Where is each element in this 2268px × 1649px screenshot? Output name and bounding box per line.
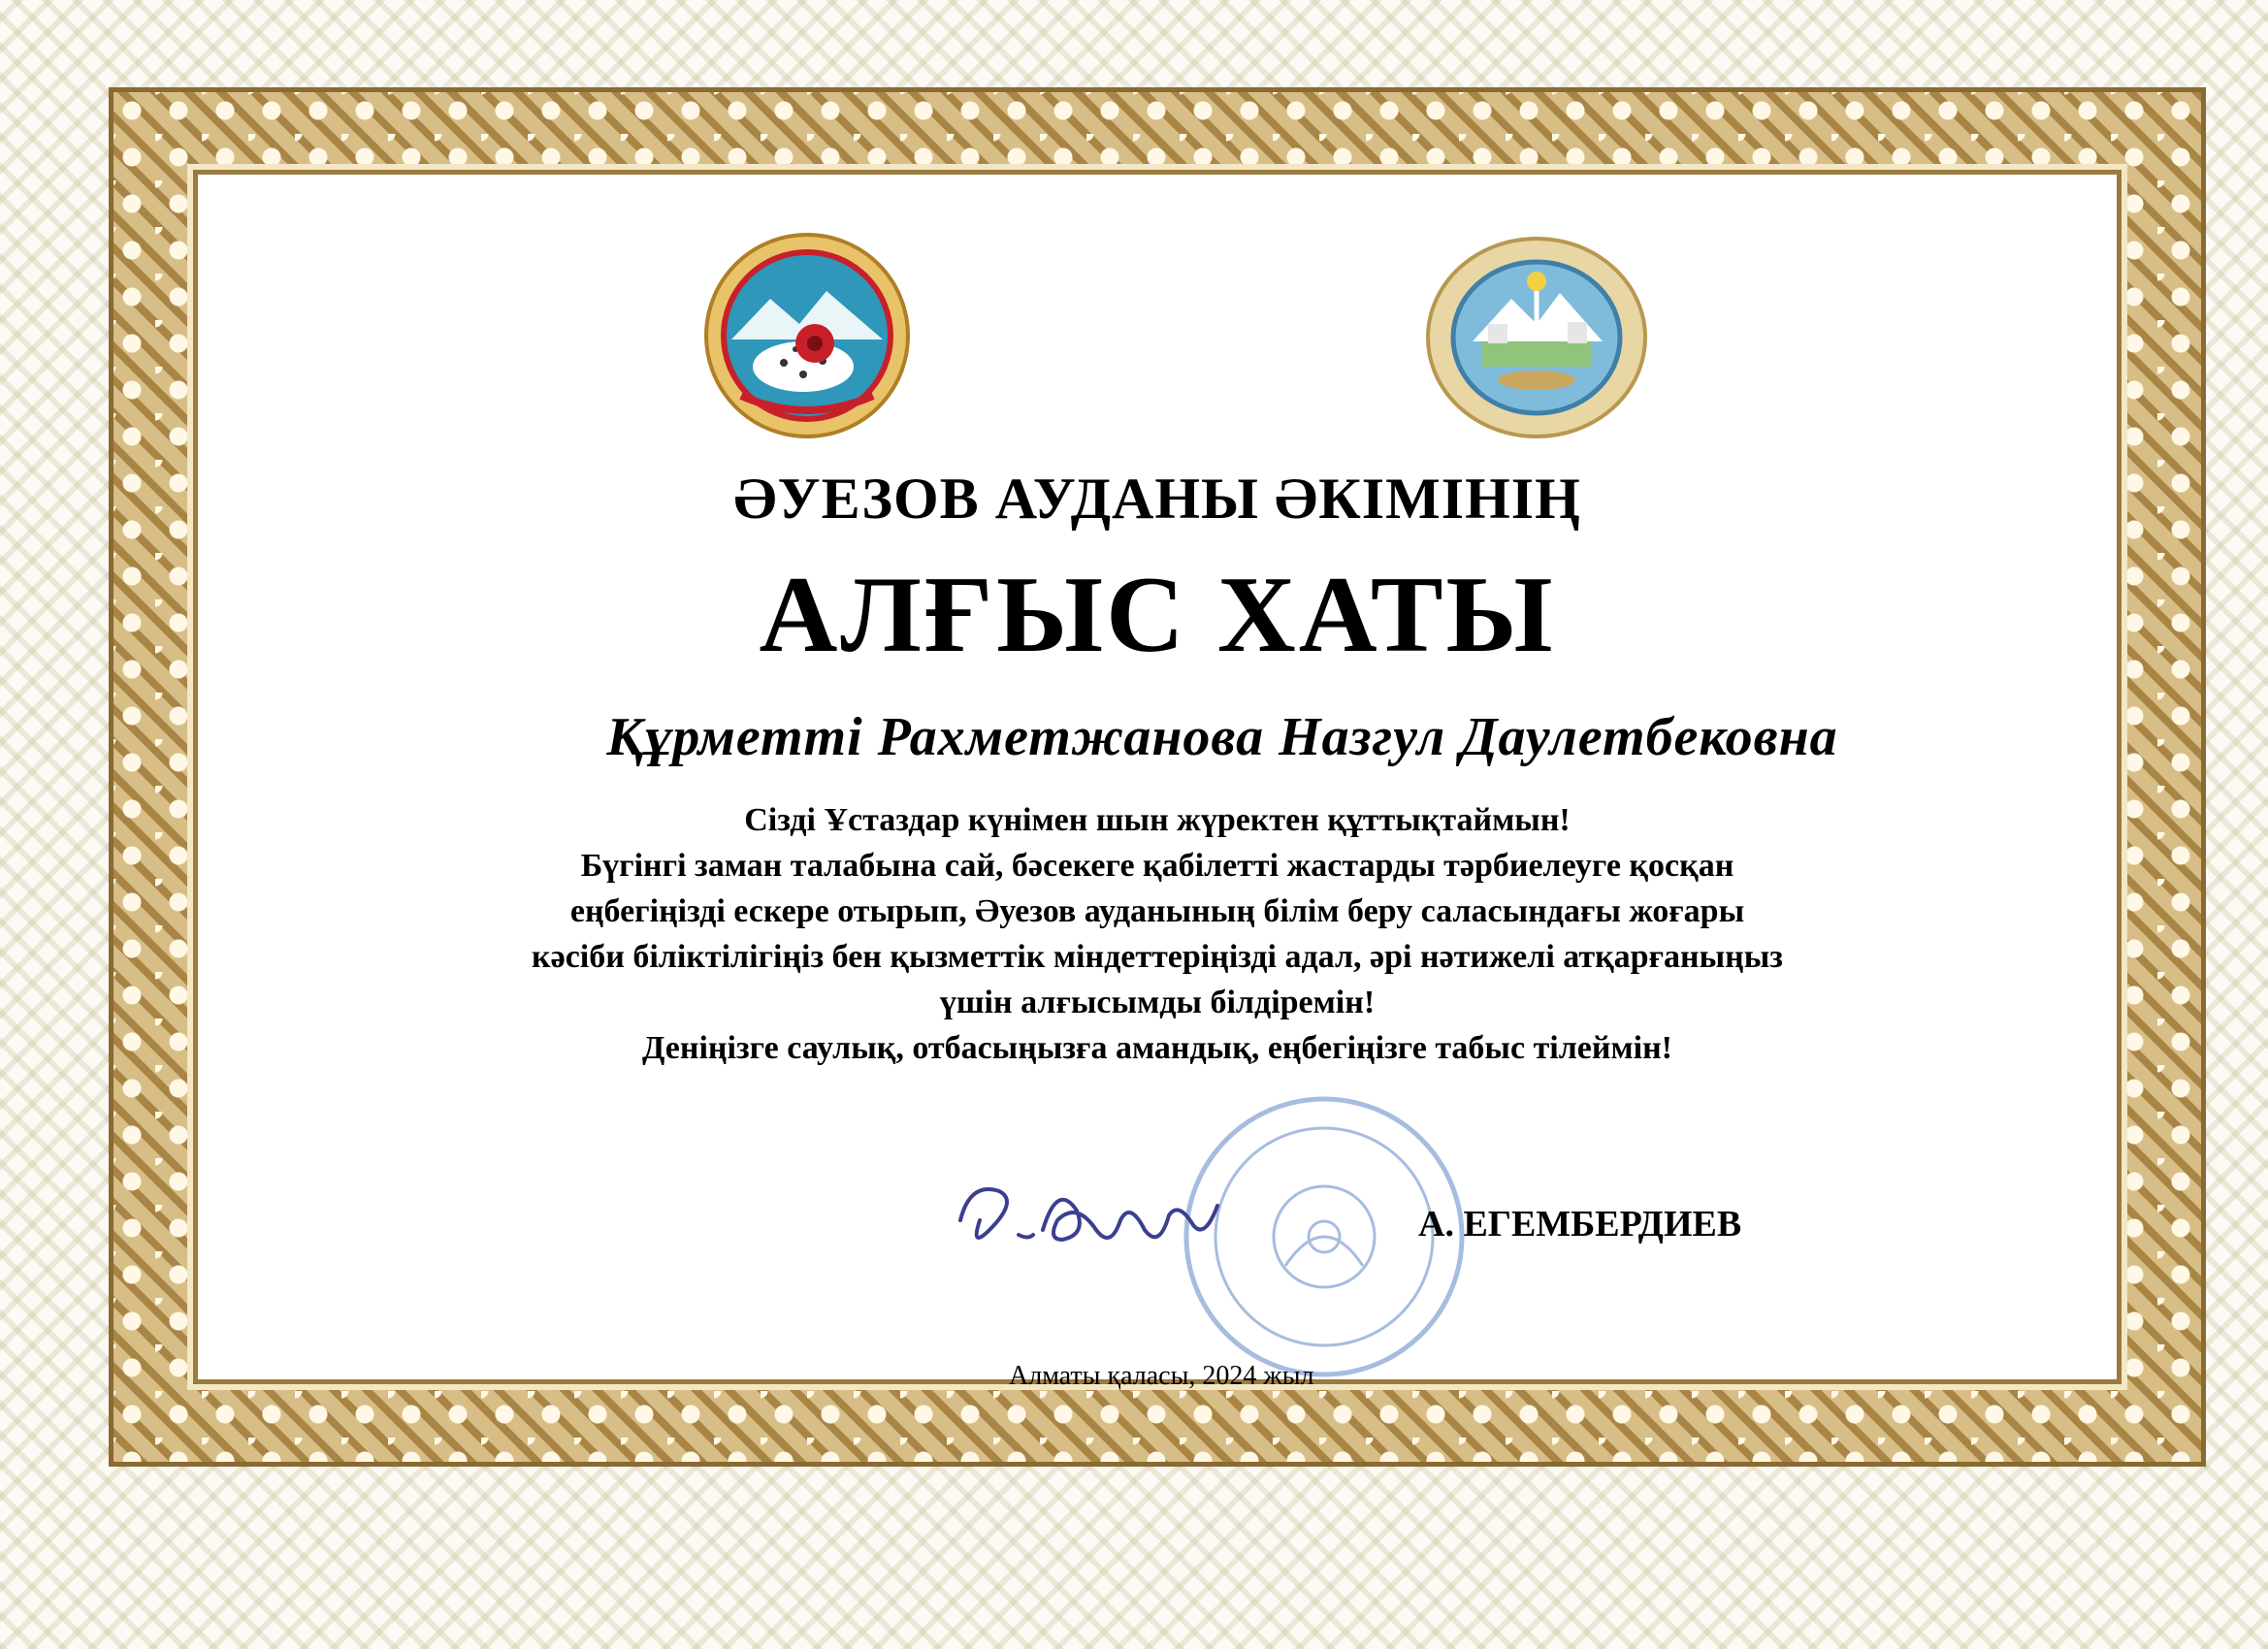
recipient-name: Құрметті Рахметжанова Назгул Даулетбековна (606, 707, 1838, 767)
body-line: үшін алғысымды білдіремін! (939, 985, 1376, 1020)
city-year: Алматы қаласы, 2024 жыл (1009, 1361, 1314, 1391)
greeting-body (198, 797, 2117, 1071)
signer-name: А. ЕГЕМБЕРДИЕВ (1418, 1204, 1742, 1245)
org-title: ӘУЕЗОВ АУДАНЫ ӘКІМІНІҢ (733, 467, 1581, 531)
body-line: кәсіби біліктілігіңіз бен қызметтік міндеттеріңізді адал, әрі нәтижелі атқарғаныңыз (532, 939, 1783, 975)
auezov-district-emblem-icon (1424, 235, 1649, 440)
almaty-city-emblem-icon (702, 231, 912, 440)
body-line: Денiңізге саулық, отбасыңызға амандық, еңбегіңізге табыс тілеймін! (641, 1030, 1672, 1066)
document-title: АЛҒЫС ХАТЫ (759, 555, 1556, 675)
signature-icon (951, 1162, 1242, 1274)
body-line: Сізді Ұстаздар күнімен шын жүректен құттықтаймын! (744, 802, 1571, 838)
body-line: Бүгінгі заман талабына сай, бәсекеге қабілетті жастарды тәрбиелеуге қосқан (580, 848, 1734, 884)
body-line: еңбегіңізді ескере отырып, Әуезов ауданының білім беру саласындағы жоғары (569, 893, 1745, 929)
